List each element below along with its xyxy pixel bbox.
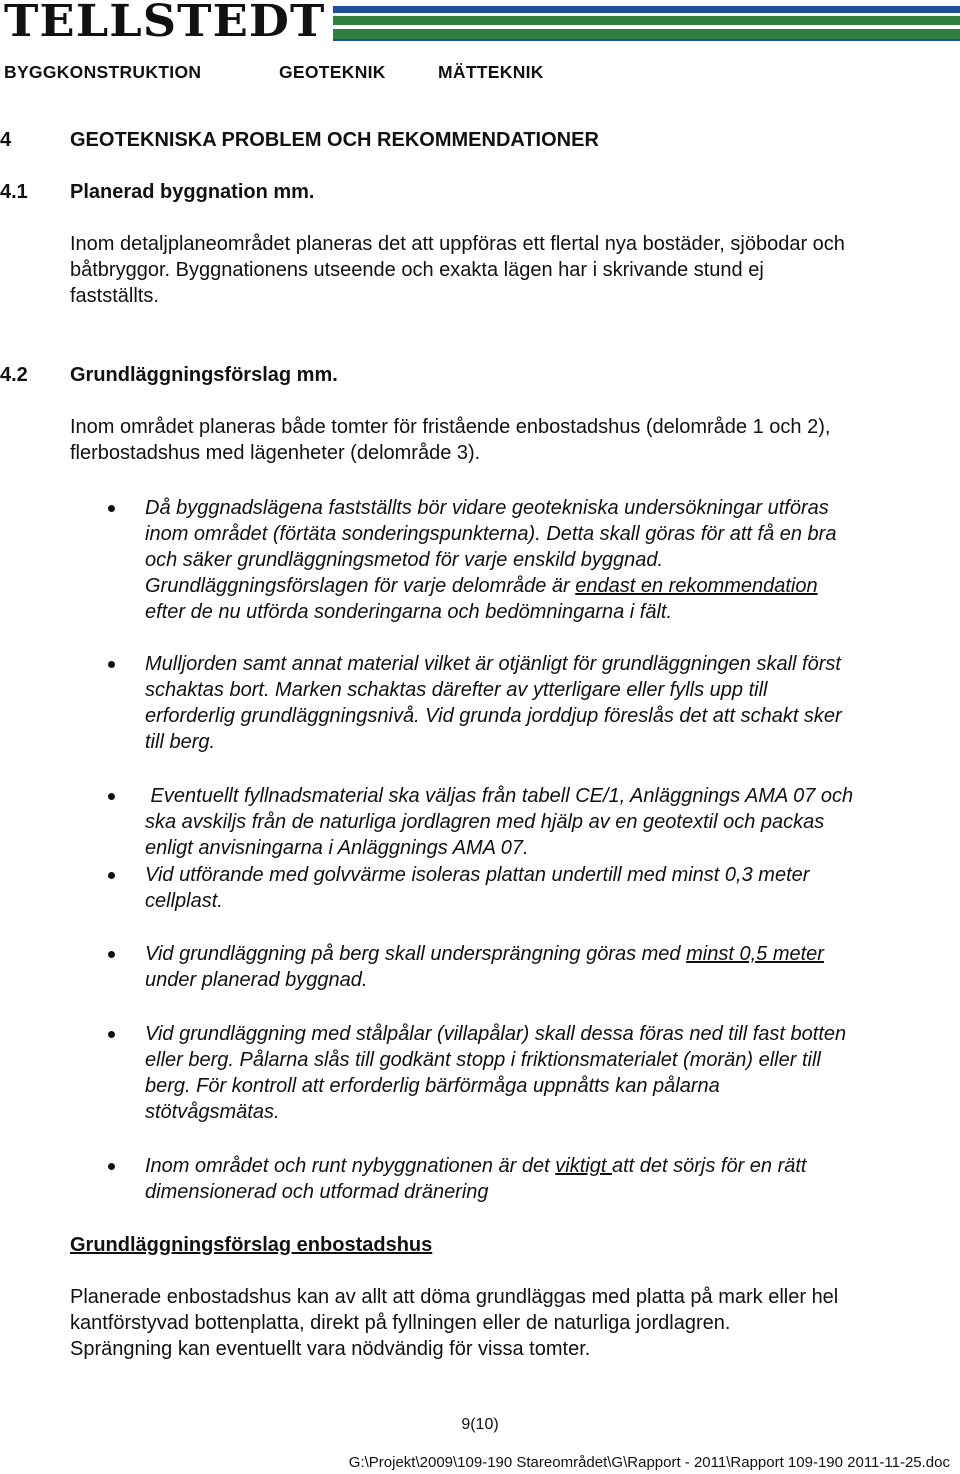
subsection-line: Sprängning kan eventuellt vara nödvändig för vissa tomter. [70, 1338, 591, 1360]
subsection-title: Grundläggningsförslag enbostadshus [70, 1234, 433, 1256]
logo-stripe-green-lower [333, 29, 960, 39]
bullet-2-line: schaktas bort. Marken schaktas därefter av ytterligare eller fylls upp till [145, 679, 768, 701]
section-4-2-line: Inom området planeras både tomter för fristående enbostadshus (delområde 1 och 2), [70, 416, 831, 438]
bullet-7-line: dimensionerad och utformad dränering [145, 1181, 489, 1203]
bullet-7-text: att det sörjs för en rätt [611, 1155, 807, 1177]
bullet-5-line: under planerad byggnad. [145, 969, 368, 991]
bullet-7-underlined: viktigt [555, 1155, 612, 1177]
subsection-line: kantförstyvad bottenplatta, direkt på fyllningen eller de naturliga jordlagren. [70, 1312, 731, 1334]
bullet-5-line [145, 941, 824, 967]
section-4-2-title: Grundläggningsförslag mm. [70, 364, 338, 386]
file-path: G:\Projekt\2009\109-190 Stareområdet\G\Rapport - 2011\Rapport 109-190 2011-11-25.doc [348, 1454, 950, 1471]
bullet-1-underlined: endast en rekommendation [575, 575, 818, 597]
bullet-1-line: efter de nu utförda sonderingarna och bedömningarna i fält. [145, 601, 673, 623]
bullet-7-text: Inom området och runt nybyggnationen är det [145, 1155, 556, 1177]
bullet-5-underlined: minst 0,5 meter [686, 943, 824, 965]
bullet-1-text: Grundläggningsförslagen för varje delområde är [145, 575, 576, 597]
bullet-dot [108, 872, 115, 879]
bullet-dot [108, 793, 115, 800]
tagline-geoteknik: GEOTEKNIK [279, 62, 386, 82]
bullet-4-line: Vid utförande med golvvärme isoleras plattan undertill med minst 0,3 meter [145, 864, 810, 886]
section-4-1-line: Inom detaljplaneområdet planeras det att uppföras ett flertal nya bostäder, sjöbodar och [70, 233, 845, 255]
company-logo: TELLSTEDT [4, 0, 326, 47]
section-4-1-line: båtbryggor. Byggnationens utseende och exakta lägen har i skrivande stund ej [70, 259, 764, 281]
bullet-1-line [145, 573, 818, 599]
bullet-2-line: erforderlig grundläggningsnivå. Vid grunda jorddjup föreslås det att schakt sker [145, 705, 842, 727]
bullet-dot [108, 505, 115, 512]
page-number: 9(10) [461, 1416, 499, 1433]
bullet-7-line [145, 1153, 806, 1179]
section-4-1-title: Planerad byggnation mm. [70, 181, 315, 203]
section-4-1-line: fastställts. [70, 285, 159, 307]
logo-stripe-blue [333, 6, 960, 13]
bullet-5-text: Vid grundläggning på berg skall undersprängning göras med [145, 943, 687, 965]
bullet-1-line: Då byggnadslägena fastställts bör vidare geotekniska undersökningar utföras [145, 497, 829, 519]
bullet-dot [108, 1031, 115, 1038]
bullet-6-line: Vid grundläggning med stålpålar (villapålar) skall dessa föras ned till fast botten [145, 1023, 847, 1045]
bullet-1-line: inom området (förtäta sonderingspunkterna). Detta skall göras för att få en bra [145, 523, 837, 545]
section-4-1-number: 4.1 [0, 181, 28, 203]
bullet-6-line: stötvågsmätas. [145, 1101, 280, 1123]
bullet-1-line: och säker grundläggningsmetod för varje enskild byggnad. [145, 549, 664, 571]
bullet-dot [108, 661, 115, 668]
tagline-byggkonstruktion: BYGGKONSTRUKTION [4, 62, 202, 82]
logo-stripe-blue-bottom [333, 39, 960, 41]
subsection-line: Planerade enbostadshus kan av allt att döma grundläggas med platta på mark eller hel [70, 1286, 839, 1308]
section-4-2-line: flerbostadshus med lägenheter (delområde 3). [70, 442, 481, 464]
bullet-2-line: Mulljorden samt annat material vilket är otjänligt för grundläggningen skall först [145, 653, 841, 675]
tagline-matteknik: MÄTTEKNIK [438, 62, 544, 82]
bullet-3-line: enligt anvisningarna i Anläggnings AMA 07. [145, 837, 529, 859]
bullet-6-line: eller berg. Pålarna slås till godkänt stopp i friktionsmaterialet (morän) eller till [145, 1049, 821, 1071]
bullet-dot [108, 1163, 115, 1170]
bullet-2-line: till berg. [145, 731, 216, 753]
section-4-number: 4 [0, 129, 12, 151]
logo-stripe-green [333, 16, 960, 25]
section-4-2-number: 4.2 [0, 364, 28, 386]
bullet-4-line: cellplast. [145, 890, 223, 912]
bullet-3-line: ska avskiljs från de naturliga jordlagren med hjälp av en geotextil och packas [145, 811, 825, 833]
section-4-title: GEOTEKNISKA PROBLEM OCH REKOMMENDATIONER [70, 129, 599, 151]
bullet-dot [108, 951, 115, 958]
bullet-3-line: Eventuellt fyllnadsmaterial ska väljas från tabell CE/1, Anläggnings AMA 07 och [145, 785, 854, 807]
bullet-6-line: berg. För kontroll att erforderlig bärförmåga uppnåtts kan pålarna [145, 1075, 720, 1097]
